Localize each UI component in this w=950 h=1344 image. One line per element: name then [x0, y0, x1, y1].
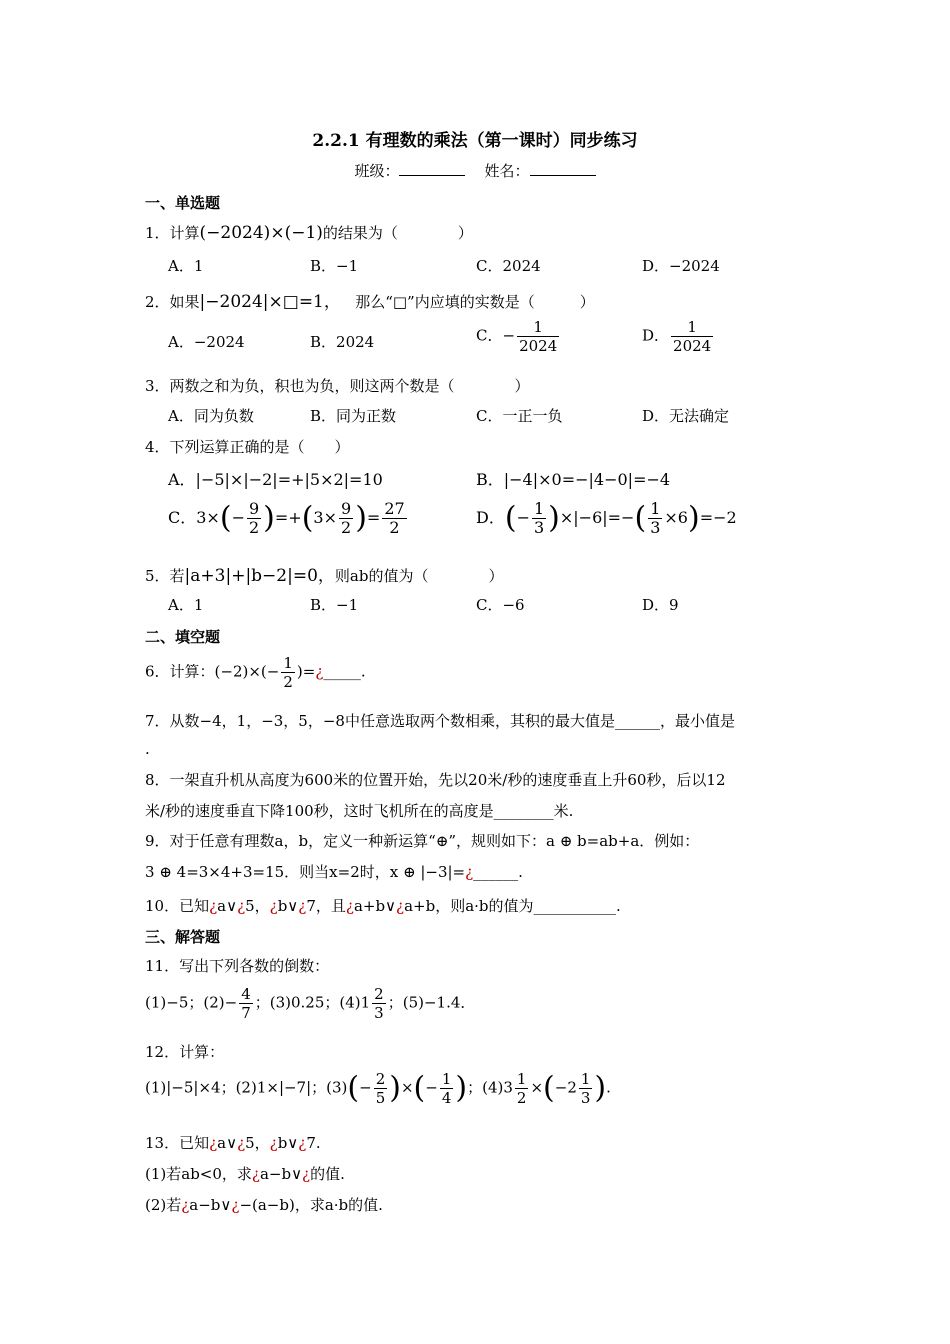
- question-10: 10．已知¿a∨¿5，¿b∨¿7，且¿a+b∨¿a+b，则a·b的值为___________.: [145, 897, 621, 915]
- section-single-choice: 一、单选题: [145, 194, 221, 212]
- q2-option-a[interactable]: A．−2024: [168, 333, 245, 351]
- q1-option-b[interactable]: B．−1: [310, 257, 359, 275]
- q4-option-b[interactable]: B．|−4|×0=−|4−0|=−4: [476, 470, 671, 489]
- q5-option-b[interactable]: B．−1: [310, 596, 359, 614]
- q4-option-a[interactable]: A．|−5|×|−2|=+|5×2|=10: [168, 470, 383, 489]
- section-answer: 三、解答题: [145, 928, 221, 946]
- q3-option-b[interactable]: B．同为正数: [310, 407, 397, 425]
- q2-stem-post: 那么“□”内应填的实数是（ ）: [355, 293, 595, 311]
- question-2: [145, 287, 595, 312]
- q3-option-d[interactable]: D．无法确定: [642, 407, 730, 425]
- question-7-line-1: 7．从数−4，1，−3，5，−8中任意选取两个数相乘，其积的最大值是______，最小值是: [145, 712, 735, 730]
- q2-expr: |−2024|×□=1，: [199, 292, 341, 312]
- q3-option-a[interactable]: A．同为负数: [168, 407, 254, 425]
- class-blank[interactable]: [399, 161, 465, 176]
- question-13-line-1: 13．已知¿a∨¿5，¿b∨¿7.: [145, 1134, 321, 1152]
- q1-option-a[interactable]: A．1: [168, 257, 204, 275]
- question-12-stem: 12．计算：: [145, 1043, 225, 1061]
- question-9-line-1: 9．对于任意有理数a，b，定义一种新运算“⊕”，规则如下：a ⊕ b=ab+a．例如：: [145, 832, 700, 850]
- question-11-stem: 11．写出下列各数的倒数：: [145, 957, 330, 975]
- question-6: 6．计算：(−2)×(− $\frac{1}{2}$ )=¿_____.: [145, 654, 366, 691]
- q3-option-c[interactable]: C．一正一负: [476, 407, 563, 425]
- q4-option-d[interactable]: D．(− $\frac{1}{3}$ )×|−6|=−( $\frac{1}{3}$ ×6)=−2: [476, 499, 737, 537]
- page-title: 2.2.1 有理数的乘法（第一课时）同步练习: [312, 131, 638, 151]
- q2-c-label: C．: [476, 326, 503, 345]
- q2-d-label: D．: [642, 326, 670, 345]
- q2-option-b[interactable]: B．2024: [310, 333, 375, 351]
- q1-stem-pre: 1．计算: [145, 224, 200, 242]
- class-label: 班级：: [354, 162, 400, 180]
- question-4: 4．下列运算正确的是（ ）: [145, 438, 350, 456]
- question-13-line-2: (1)若ab<0，求¿a−b∨¿的值.: [145, 1165, 345, 1183]
- q5-option-a[interactable]: A．1: [168, 596, 204, 614]
- question-13-line-3: (2)若¿a−b∨¿−(a−b)，求a·b的值.: [145, 1196, 383, 1214]
- q2-c-sign: −: [502, 326, 516, 345]
- q4-option-c[interactable]: C．3×(− $\frac{9}{2}$ )=+(3× $\frac{9}{2}$ )= $\frac{27}{2}$: [168, 499, 405, 537]
- q1-option-d[interactable]: D．−2024: [642, 257, 720, 275]
- q1-option-c[interactable]: C．2024: [476, 257, 541, 275]
- name-blank[interactable]: [530, 161, 596, 176]
- question-8-line-1: 8．一架直升机从高度为600米的位置开始，先以20米/秒的速度垂直上升60秒，后以12: [145, 771, 726, 789]
- question-5: 5．若|a+3|+|b−2|=0，则ab的值为（ ）: [145, 566, 504, 586]
- question-8-line-2: 米/秒的速度垂直下降100秒，这时飞机所在的高度是________米.: [145, 802, 574, 820]
- q1-stem-post: 的结果为（ ）: [322, 224, 473, 242]
- q5-option-c[interactable]: C．−6: [476, 596, 525, 614]
- q5-option-d[interactable]: D．9: [642, 596, 679, 614]
- student-info: [0, 160, 950, 181]
- question-3: 3．两数之和为负，积也为负，则这两个数是（ ）: [145, 377, 530, 395]
- q2-option-d[interactable]: [642, 318, 715, 355]
- name-label: 姓名：: [484, 162, 530, 180]
- q2-c-fraction: $\frac{1}{2024}$: [519, 318, 558, 355]
- question-1: [145, 222, 473, 243]
- section-fill-blank: 二、填空题: [145, 628, 221, 646]
- question-12-items: (1)|−5|×4；(2)1×|−7|；(3)(− $\frac{2}{5}$ )×(− $\frac{1}{4}$ )；(4)3 $\frac{1}{2}$ ×(−2 $\frac{1}{3}$ ).: [145, 1070, 611, 1107]
- question-11-items: (1)−5；(2)− $\frac{4}{7}$ ；(3)0.25；(4)1 $\frac{2}{3}$ ；(5)−1.4．: [145, 985, 476, 1022]
- q2-option-c[interactable]: [476, 318, 561, 355]
- question-7-line-2: .: [145, 740, 150, 758]
- q1-expr: (−2024)×(−1): [199, 223, 323, 243]
- q2-stem-pre: 2．如果: [145, 293, 200, 311]
- question-9-line-2: 3 ⊕ 4=3×4+3=15．则当x=2时，x ⊕ |−3|=¿______.: [145, 863, 523, 881]
- q2-d-fraction: $\frac{1}{2024}$: [673, 318, 712, 355]
